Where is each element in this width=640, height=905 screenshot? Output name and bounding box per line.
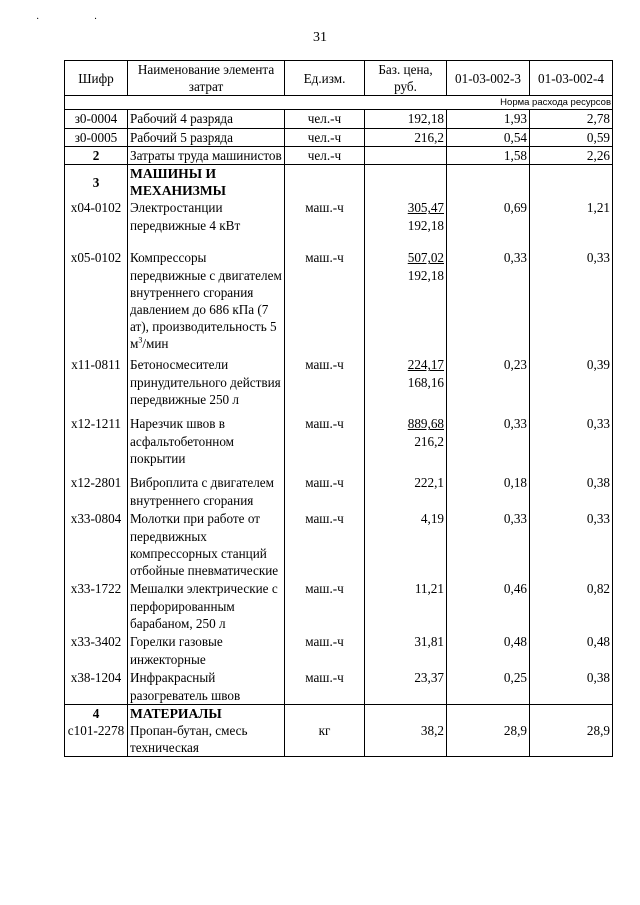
row-norm-2: 0,33 <box>530 510 613 580</box>
row-code: х11-0811 <box>65 356 128 415</box>
section-row-machines <box>65 165 613 200</box>
header-base-price: Баз. цена, руб. <box>365 61 447 96</box>
row-name: Компрессоры передвижные с двигателем внутреннего сгорания давлением до 686 кПа (7 ат), производительность 5 м <box>130 250 282 352</box>
row-price: 11,21 <box>365 580 447 633</box>
row-price: 192,18 <box>365 110 447 128</box>
row-norm-2: 28,9 <box>530 722 613 757</box>
row-norm-1: 0,33 <box>447 249 530 356</box>
row-norm-1: 0,69 <box>447 199 530 249</box>
table-row <box>65 580 613 633</box>
row-norm-1: 1,93 <box>447 110 530 128</box>
row-norm-2: 0,33 <box>530 249 613 356</box>
row-name: Молотки при работе от передвижных компрессорных станций отбойные пневматические <box>128 510 285 580</box>
scan-specks: · · <box>36 14 124 25</box>
row-norm-2: 2,26 <box>530 146 613 164</box>
row-unit: маш.-ч <box>285 580 365 633</box>
row-code: с101-2278 <box>65 722 128 757</box>
row-name: Мешалки электрические с перфорированным барабаном, 250 л <box>128 580 285 633</box>
table-row <box>65 128 613 146</box>
row-norm-1: 0,33 <box>447 510 530 580</box>
row-price: 4,19 <box>365 510 447 580</box>
row-norm-1: 0,33 <box>447 415 530 474</box>
row-price: 222,1 <box>365 474 447 510</box>
row-unit: маш.-ч <box>285 199 365 249</box>
row-code: х33-3402 <box>65 633 128 669</box>
row-code: з0-0004 <box>65 110 128 128</box>
section-number: 3 <box>65 165 128 200</box>
row-name: Затраты труда машинистов <box>128 146 285 164</box>
row-unit: кг <box>285 722 365 757</box>
row-name: Пропан-бутан, смесь техническая <box>128 722 285 757</box>
table-row <box>65 146 613 164</box>
row-price-bottom: 192,18 <box>407 217 444 233</box>
row-name: Горелки газовые инжекторные <box>128 633 285 669</box>
row-unit: маш.-ч <box>285 415 365 474</box>
row-norm-1: 0,54 <box>447 128 530 146</box>
row-unit: маш.-ч <box>285 633 365 669</box>
row-price-bottom: 192,18 <box>407 267 444 283</box>
row-code: х38-1204 <box>65 669 128 704</box>
row-name: Инфракрасный разогреватель швов <box>128 669 285 704</box>
row-norm-2: 2,78 <box>530 110 613 128</box>
row-unit: чел.-ч <box>285 128 365 146</box>
row-code: х12-1211 <box>65 415 128 474</box>
table-header <box>65 61 613 96</box>
row-price: 38,2 <box>365 722 447 757</box>
row-code: з0-0005 <box>65 128 128 146</box>
row-price: 23,37 <box>365 669 447 704</box>
row-code: х12-2801 <box>65 474 128 510</box>
row-code: 2 <box>65 146 128 164</box>
table-row <box>65 356 613 415</box>
row-norm-1: 0,48 <box>447 633 530 669</box>
row-norm-1: 0,46 <box>447 580 530 633</box>
table-row <box>65 199 613 249</box>
row-code: х33-0804 <box>65 510 128 580</box>
row-norm-2: 0,59 <box>530 128 613 146</box>
header-name: Наименование элемента затрат <box>128 61 285 96</box>
row-unit: чел.-ч <box>285 146 365 164</box>
row-price-top: 305,47 <box>407 200 444 216</box>
section-title: МАШИНЫ И МЕХАНИЗМЫ <box>128 165 285 200</box>
row-name: Электростанции передвижные 4 кВт <box>128 199 285 249</box>
row-unit: маш.-ч <box>285 474 365 510</box>
row-norm-2: 0,82 <box>530 580 613 633</box>
row-name-superscript: 3 <box>138 336 143 346</box>
subheader-row <box>65 96 613 110</box>
row-norm-1: 0,25 <box>447 669 530 704</box>
row-name: Рабочий 5 разряда <box>128 128 285 146</box>
row-name: Нарезчик швов в асфальтобетонном покрытии <box>128 415 285 474</box>
row-norm-2: 0,48 <box>530 633 613 669</box>
header-unit: Ед.изм. <box>285 61 365 96</box>
section-title: МАТЕРИАЛЫ <box>128 704 285 722</box>
row-unit: маш.-ч <box>285 249 365 356</box>
row-price: 216,2 <box>365 128 447 146</box>
row-price-top: 507,02 <box>407 250 444 266</box>
row-name-cell <box>128 249 285 356</box>
table-row <box>65 110 613 128</box>
row-norm-1: 0,23 <box>447 356 530 415</box>
cost-table <box>64 60 613 757</box>
header-col2: 01-03-002-4 <box>530 61 613 96</box>
row-unit: маш.-ч <box>285 356 365 415</box>
table-row <box>65 474 613 510</box>
row-code: х05-0102 <box>65 249 128 356</box>
table-row <box>65 249 613 356</box>
table-row <box>65 633 613 669</box>
row-name-tail: /мин <box>142 336 169 352</box>
table-row <box>65 510 613 580</box>
row-norm-2: 0,38 <box>530 474 613 510</box>
section-number: 4 <box>65 704 128 722</box>
row-price-bottom: 168,16 <box>407 374 444 390</box>
row-price-top: 889,68 <box>407 416 444 432</box>
row-price <box>365 146 447 164</box>
subheader-label: Норма расхода ресурсов <box>65 96 613 110</box>
row-norm-2: 1,21 <box>530 199 613 249</box>
header-col1: 01-03-002-3 <box>447 61 530 96</box>
row-norm-2: 0,33 <box>530 415 613 474</box>
row-norm-1: 1,58 <box>447 146 530 164</box>
table-row <box>65 669 613 704</box>
section-row-materials <box>65 704 613 722</box>
row-name: Бетоносмесители принудительного действия передвижные 250 л <box>128 356 285 415</box>
row-code: х04-0102 <box>65 199 128 249</box>
table-row <box>65 722 613 757</box>
row-norm-1: 28,9 <box>447 722 530 757</box>
row-norm-2: 0,39 <box>530 356 613 415</box>
header-code: Шифр <box>65 61 128 96</box>
row-price-bottom: 216,2 <box>414 433 444 449</box>
table-row <box>65 415 613 474</box>
row-norm-2: 0,38 <box>530 669 613 704</box>
row-price: 31,81 <box>365 633 447 669</box>
row-name: Рабочий 4 разряда <box>128 110 285 128</box>
page-number: 31 <box>313 30 327 45</box>
row-norm-1: 0,18 <box>447 474 530 510</box>
row-price-top: 224,17 <box>407 357 444 373</box>
row-name: Виброплита с двигателем внутреннего сгорания <box>128 474 285 510</box>
row-code: х33-1722 <box>65 580 128 633</box>
row-unit: маш.-ч <box>285 510 365 580</box>
row-unit: чел.-ч <box>285 110 365 128</box>
row-unit: маш.-ч <box>285 669 365 704</box>
